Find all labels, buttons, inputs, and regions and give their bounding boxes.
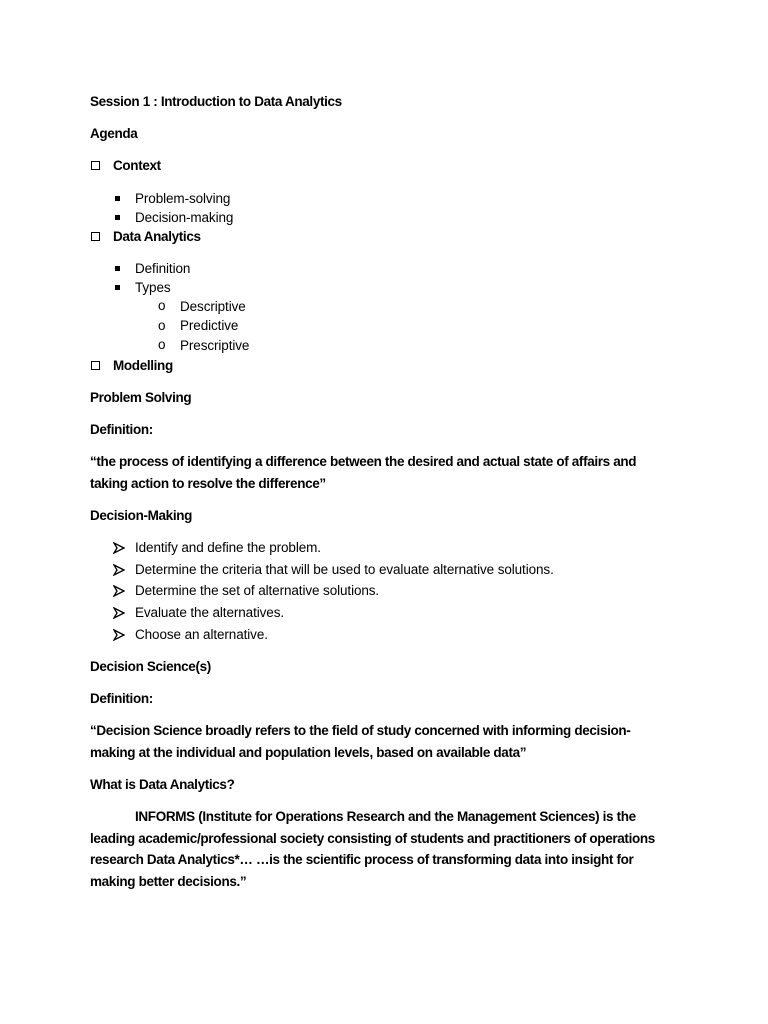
document-title: Session 1 : Introduction to Data Analytics <box>90 94 342 109</box>
agenda-section-context: Context <box>113 158 161 173</box>
section-heading-problem-solving: Problem Solving <box>90 390 192 405</box>
definition-text: “the process of identifying a difference between the desired and actual state of affairs and <box>90 454 637 469</box>
square-bullet-icon <box>115 196 120 201</box>
checkbox-bullet-icon <box>91 361 100 370</box>
paragraph-line: INFORMS (Institute for Operations Research and the Management Sciences) is the <box>135 809 636 824</box>
section-heading-decision-science: Decision Science(s) <box>90 659 211 674</box>
square-bullet-icon <box>115 215 120 220</box>
paragraph-line: making better decisions.” <box>90 874 247 889</box>
agenda-item: Definition <box>135 261 191 276</box>
circle-bullet-icon: o <box>158 337 166 352</box>
agenda-section-modelling: Modelling <box>113 358 173 373</box>
arrow-bullet-icon <box>113 542 125 554</box>
arrow-bullet-icon <box>113 585 125 597</box>
section-heading-decision-making: Decision-Making <box>90 508 193 523</box>
decision-step: Determine the set of alternative solutions. <box>135 583 380 598</box>
checkbox-bullet-icon <box>91 161 100 170</box>
decision-step: Evaluate the alternatives. <box>135 605 284 620</box>
checkbox-bullet-icon <box>91 232 100 241</box>
agenda-section-data-analytics: Data Analytics <box>113 229 201 244</box>
square-bullet-icon <box>115 266 120 271</box>
agenda-item: Decision-making <box>135 210 234 225</box>
circle-bullet-icon: o <box>158 318 166 333</box>
arrow-bullet-icon <box>113 629 125 641</box>
paragraph-line: research Data Analytics*… …is the scientific process of transforming data into insight for <box>90 852 634 867</box>
square-bullet-icon <box>115 285 120 290</box>
paragraph-line: leading academic/professional society consisting of students and practitioners of operations <box>90 831 655 846</box>
arrow-bullet-icon <box>113 607 125 619</box>
circle-bullet-icon: o <box>158 298 166 313</box>
definition-text: taking action to resolve the difference” <box>90 476 326 491</box>
decision-step: Identify and define the problem. <box>135 540 321 555</box>
agenda-heading: Agenda <box>90 126 138 141</box>
definition-label: Definition: <box>90 422 153 437</box>
definition-label: Definition: <box>90 691 153 706</box>
definition-text: making at the individual and population levels, based on available data” <box>90 745 527 760</box>
arrow-bullet-icon <box>113 564 125 576</box>
decision-step: Choose an alternative. <box>135 627 268 642</box>
agenda-subitem: Descriptive <box>180 299 246 314</box>
agenda-subitem: Predictive <box>180 318 239 333</box>
agenda-item: Types <box>135 280 171 295</box>
agenda-item: Problem-solving <box>135 191 231 206</box>
section-heading-data-analytics: What is Data Analytics? <box>90 777 235 792</box>
definition-text: “Decision Science broadly refers to the field of study concerned with informing decision- <box>90 723 631 738</box>
agenda-subitem: Prescriptive <box>180 338 250 353</box>
decision-step: Determine the criteria that will be used to evaluate alternative solutions. <box>135 562 554 577</box>
